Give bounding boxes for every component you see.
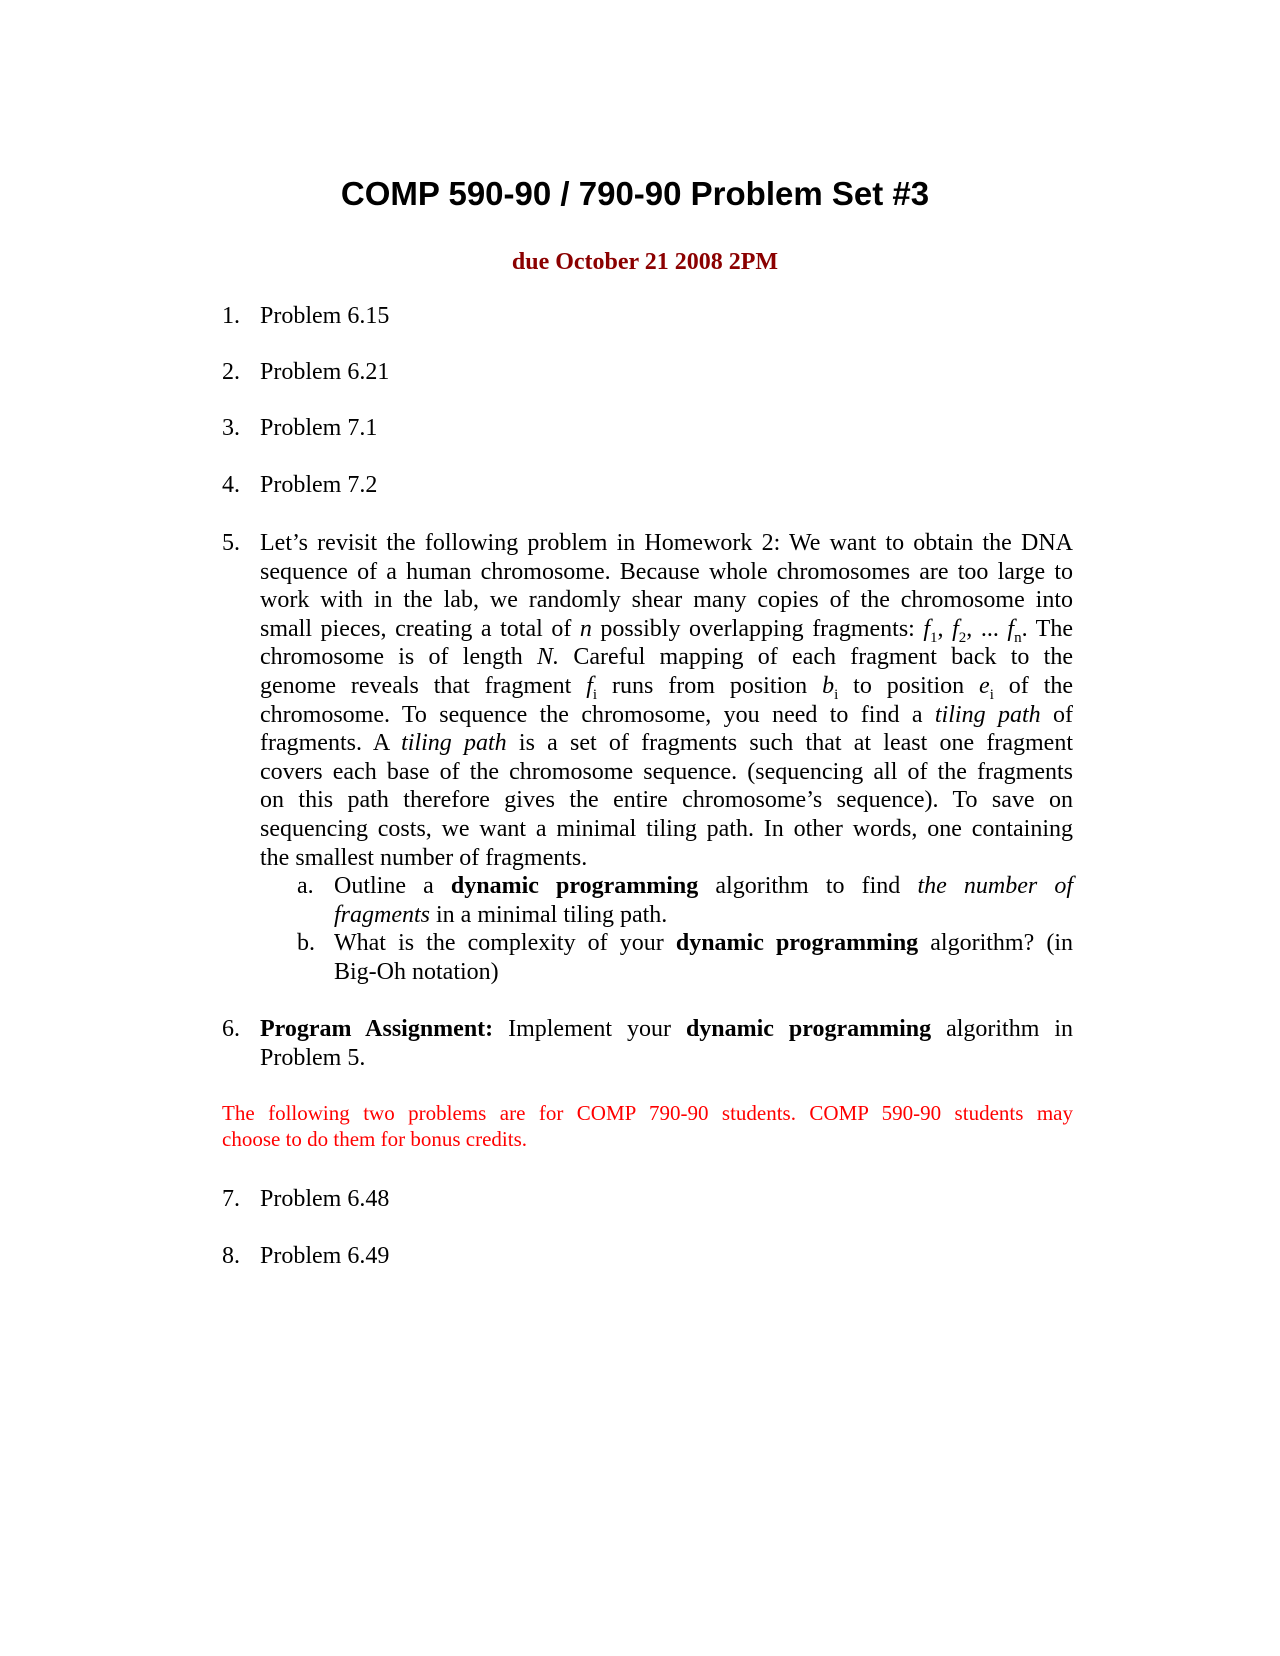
item-text: Problem 6.48 (260, 1186, 390, 1212)
label-program-assignment: Program Assignment: (260, 1016, 494, 1042)
text-line (334, 929, 1073, 958)
text-line: covers each base of the chromosome sequence. (sequencing all of the fragments (260, 758, 1073, 785)
item-number: 5. (222, 530, 240, 556)
subitem-body (334, 872, 1073, 929)
problem-6-text (260, 1015, 1073, 1072)
item-number: 6. (222, 1016, 240, 1042)
text-line: the smallest number of fragments. (260, 844, 588, 871)
text-run: of the (993, 672, 1074, 699)
term-dynamic-programming: dynamic programming (675, 930, 919, 956)
text-run: . The (1021, 615, 1073, 642)
text-run: small pieces, creating a total of (260, 615, 580, 642)
text-run: is a set of fragments such that at least one fragment (506, 730, 1074, 757)
text-line (334, 872, 1073, 901)
text-line: Problem 5. (260, 1044, 366, 1071)
text-line: choose to do them for bonus credits. (222, 1127, 528, 1151)
subitem-label: a. (297, 873, 314, 899)
text-run: runs from position (597, 672, 823, 699)
item-number: 7. (222, 1186, 240, 1212)
text-line: sequencing costs, we want a minimal tiling path. In other words, one containing (260, 815, 1073, 842)
text-run: , (937, 615, 953, 642)
item-text: Problem 6.15 (260, 303, 390, 329)
text-run: What is the complexity of your (334, 930, 676, 956)
item-text: Problem 6.21 (260, 359, 390, 385)
subscript: i (834, 686, 839, 703)
math-f: f (952, 615, 959, 642)
text-run: of (1040, 701, 1073, 728)
item-number: 3. (222, 415, 240, 441)
item-number: 2. (222, 359, 240, 385)
text-run: fragments. A (260, 730, 402, 757)
text-run: Careful mapping of each fragment back to the (559, 644, 1073, 671)
item-text: Problem 7.2 (260, 472, 378, 498)
document-title: COMP 590-90 / 790-90 Problem Set #3 (340, 175, 930, 212)
item-text: Problem 6.49 (260, 1243, 390, 1269)
text-line: Big-Oh notation) (334, 958, 499, 985)
text-line (260, 643, 1073, 672)
text-line (334, 901, 1073, 930)
text-run: to position (838, 672, 980, 699)
math-f: f (586, 672, 593, 699)
text-run: Outline a (334, 873, 451, 899)
text-line (260, 615, 1073, 644)
math-f: f (923, 615, 931, 642)
math-e: e (979, 672, 990, 699)
subitem-label: b. (297, 930, 315, 956)
text-line (260, 701, 1073, 730)
due-date: due October 21 2008 2PM (511, 249, 779, 275)
subscript: n (1014, 629, 1022, 646)
text-run: algorithm? (in (918, 930, 1073, 956)
text-line: Let’s revisit the following problem in Homework 2: We want to obtain the DNA (260, 530, 1073, 556)
text-run: algorithm in (931, 1016, 1073, 1042)
text-line: sequence of a human chromosome. Because whole chromosomes are too large to (260, 558, 1073, 585)
text-run: algorithm to find (698, 873, 918, 899)
text-line: The following two problems are for COMP 790-90 students. COMP 590-90 students may (222, 1101, 1073, 1125)
problem-5-text (260, 529, 1073, 872)
term-dynamic-programming: dynamic programming (450, 873, 699, 899)
text-run: , ... (966, 615, 1008, 642)
math-n: n (579, 615, 592, 642)
subscript: 2 (958, 629, 967, 646)
text-run: Implement your (493, 1016, 686, 1042)
text-run: the number of (917, 873, 1074, 899)
text-run: genome reveals that fragment (260, 672, 587, 699)
term-tiling-path: tiling path (401, 730, 507, 757)
bonus-note (222, 1100, 1073, 1152)
item-number: 8. (222, 1243, 240, 1269)
subscript: i (989, 686, 994, 703)
subitem-body (334, 929, 1073, 986)
math-b: b (822, 672, 835, 699)
item-number: 4. (222, 472, 240, 498)
subscript: i (592, 686, 598, 703)
math-f: f (1007, 615, 1015, 642)
text-line (260, 672, 1073, 701)
text-line: work with in the lab, we randomly shear many copies of the chromosome into (260, 587, 1073, 614)
math-N: N. (537, 644, 560, 671)
text-run: chromosome. To sequence the chromosome, you need to find a (260, 701, 935, 728)
text-run: chromosome is of length (260, 644, 538, 671)
term-tiling-path: tiling path (934, 701, 1041, 728)
term-dynamic-programming: dynamic programming (685, 1016, 932, 1042)
text-run: fragments (334, 901, 430, 928)
text-line (260, 1015, 1073, 1044)
item-number: 1. (222, 303, 240, 329)
text-run: in a minimal tiling path. (430, 901, 668, 928)
item-text: Problem 7.1 (260, 415, 378, 441)
subscript: 1 (930, 629, 938, 646)
text-run: possibly overlapping fragments: (591, 615, 924, 642)
text-line: on this path therefore gives the entire chromosome’s sequence). To save on (260, 787, 1073, 814)
text-line (260, 729, 1073, 758)
